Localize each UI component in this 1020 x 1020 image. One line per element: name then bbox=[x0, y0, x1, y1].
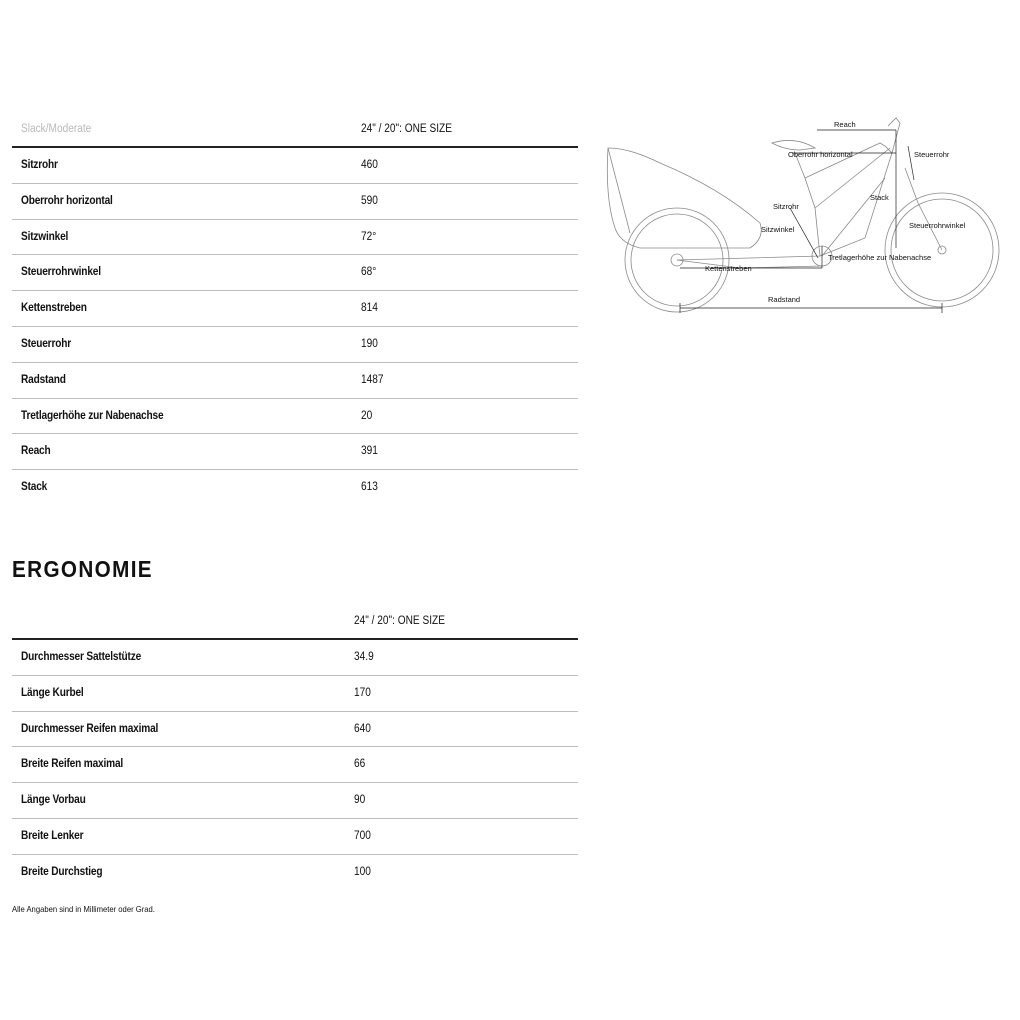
geometry-row-label: Stack bbox=[21, 481, 48, 494]
units-note: Alle Angaben sind in Millimeter oder Grad. bbox=[12, 904, 155, 914]
geometry-header bbox=[12, 112, 578, 148]
geometry-row-label: Kettenstreben bbox=[21, 302, 87, 315]
ergonomie-row-label: Durchmesser Reifen maximal bbox=[21, 722, 159, 735]
label-oberrohr: Oberrohr horizontal bbox=[788, 150, 853, 159]
geometry-row-value: 613 bbox=[361, 481, 378, 494]
geometry-row bbox=[12, 399, 578, 435]
ergonomie-row-value: 34.9 bbox=[354, 651, 374, 663]
geometry-row-label: Tretlagerhöhe zur Nabenachse bbox=[21, 409, 164, 422]
geometry-row bbox=[12, 291, 578, 327]
label-sitzwinkel: Sitzwinkel bbox=[761, 225, 795, 234]
ergonomie-row-label: Breite Durchstieg bbox=[21, 865, 103, 878]
ergonomie-row bbox=[12, 855, 578, 891]
geometry-row-label: Sitzrohr bbox=[21, 159, 58, 171]
label-kettenstreben: Kettenstreben bbox=[705, 264, 752, 273]
geometry-header-size: 24" / 20": ONE SIZE bbox=[361, 123, 452, 135]
ergonomie-row-value: 90 bbox=[354, 794, 366, 807]
ergonomie-row bbox=[12, 712, 578, 748]
geometry-row-label: Sitzwinkel bbox=[21, 230, 69, 243]
ergonomie-row-label: Länge Vorbau bbox=[21, 794, 86, 807]
saddle bbox=[772, 140, 815, 150]
geometry-row-label: Oberrohr horizontal bbox=[21, 194, 113, 207]
geometry-row bbox=[12, 148, 578, 184]
geometry-row-value: 72° bbox=[361, 230, 377, 243]
ergonomie-row bbox=[12, 819, 578, 855]
label-radstand: Radstand bbox=[768, 295, 801, 304]
ergonomie-row bbox=[12, 783, 578, 819]
ergonomie-row-label: Breite Reifen maximal bbox=[21, 758, 124, 771]
geometry-row-value: 68° bbox=[361, 266, 377, 279]
geometry-row-label: Radstand bbox=[21, 373, 66, 386]
ergonomie-header bbox=[12, 604, 578, 640]
geometry-row bbox=[12, 255, 578, 291]
geometry-row-value: 590 bbox=[361, 194, 378, 207]
ergonomie-row-value: 700 bbox=[354, 829, 371, 842]
ergonomie-row bbox=[12, 676, 578, 712]
geometry-row-value: 814 bbox=[361, 302, 378, 315]
label-steuerrohrwinkel: Steuerrohrwinkel bbox=[909, 221, 966, 230]
ergonomie-row-value: 100 bbox=[354, 865, 371, 878]
geometry-row bbox=[12, 470, 578, 506]
geometry-row-label: Reach bbox=[21, 445, 51, 458]
geometry-row bbox=[12, 220, 578, 256]
ergonomie-row-label: Breite Lenker bbox=[21, 829, 84, 842]
geometry-row-label: Steuerrohr bbox=[21, 337, 71, 350]
geometry-row-value: 190 bbox=[361, 337, 378, 350]
bike-geometry-diagram bbox=[600, 108, 1010, 318]
label-stack: Stack bbox=[870, 193, 889, 202]
geometry-row-value: 460 bbox=[361, 159, 378, 171]
cargo-box bbox=[607, 148, 761, 248]
label-sitzrohr: Sitzrohr bbox=[773, 202, 799, 211]
geometry-header-label: Slack/Moderate bbox=[21, 123, 92, 135]
ergonomie-row-value: 66 bbox=[354, 758, 366, 771]
ergonomie-row-label: Länge Kurbel bbox=[21, 686, 84, 699]
geometry-row-label: Steuerrohrwinkel bbox=[21, 266, 101, 279]
geometry-row-value: 1487 bbox=[361, 373, 384, 386]
ergonomie-row-value: 640 bbox=[354, 722, 371, 735]
ergonomie-row-value: 170 bbox=[354, 686, 371, 699]
label-steuerrohr: Steuerrohr bbox=[914, 150, 950, 159]
ergonomie-row bbox=[12, 747, 578, 783]
ergonomie-title: ERGONOMIE bbox=[12, 556, 153, 582]
geometry-row-value: 20 bbox=[361, 409, 373, 422]
ergonomie-header-size: 24" / 20": ONE SIZE bbox=[354, 615, 445, 627]
geometry-row bbox=[12, 363, 578, 399]
geometry-row bbox=[12, 327, 578, 363]
ergonomie-table bbox=[12, 604, 578, 891]
ergonomie-row-label: Durchmesser Sattelstütze bbox=[21, 651, 142, 663]
geometry-row bbox=[12, 184, 578, 220]
geometry-row bbox=[12, 434, 578, 470]
label-tretlager: Tretlagerhöhe zur Nabenachse bbox=[828, 253, 932, 262]
label-reach: Reach bbox=[834, 120, 856, 129]
geometry-table bbox=[12, 112, 578, 506]
ergonomie-row bbox=[12, 640, 578, 676]
geometry-row-value: 391 bbox=[361, 445, 378, 458]
